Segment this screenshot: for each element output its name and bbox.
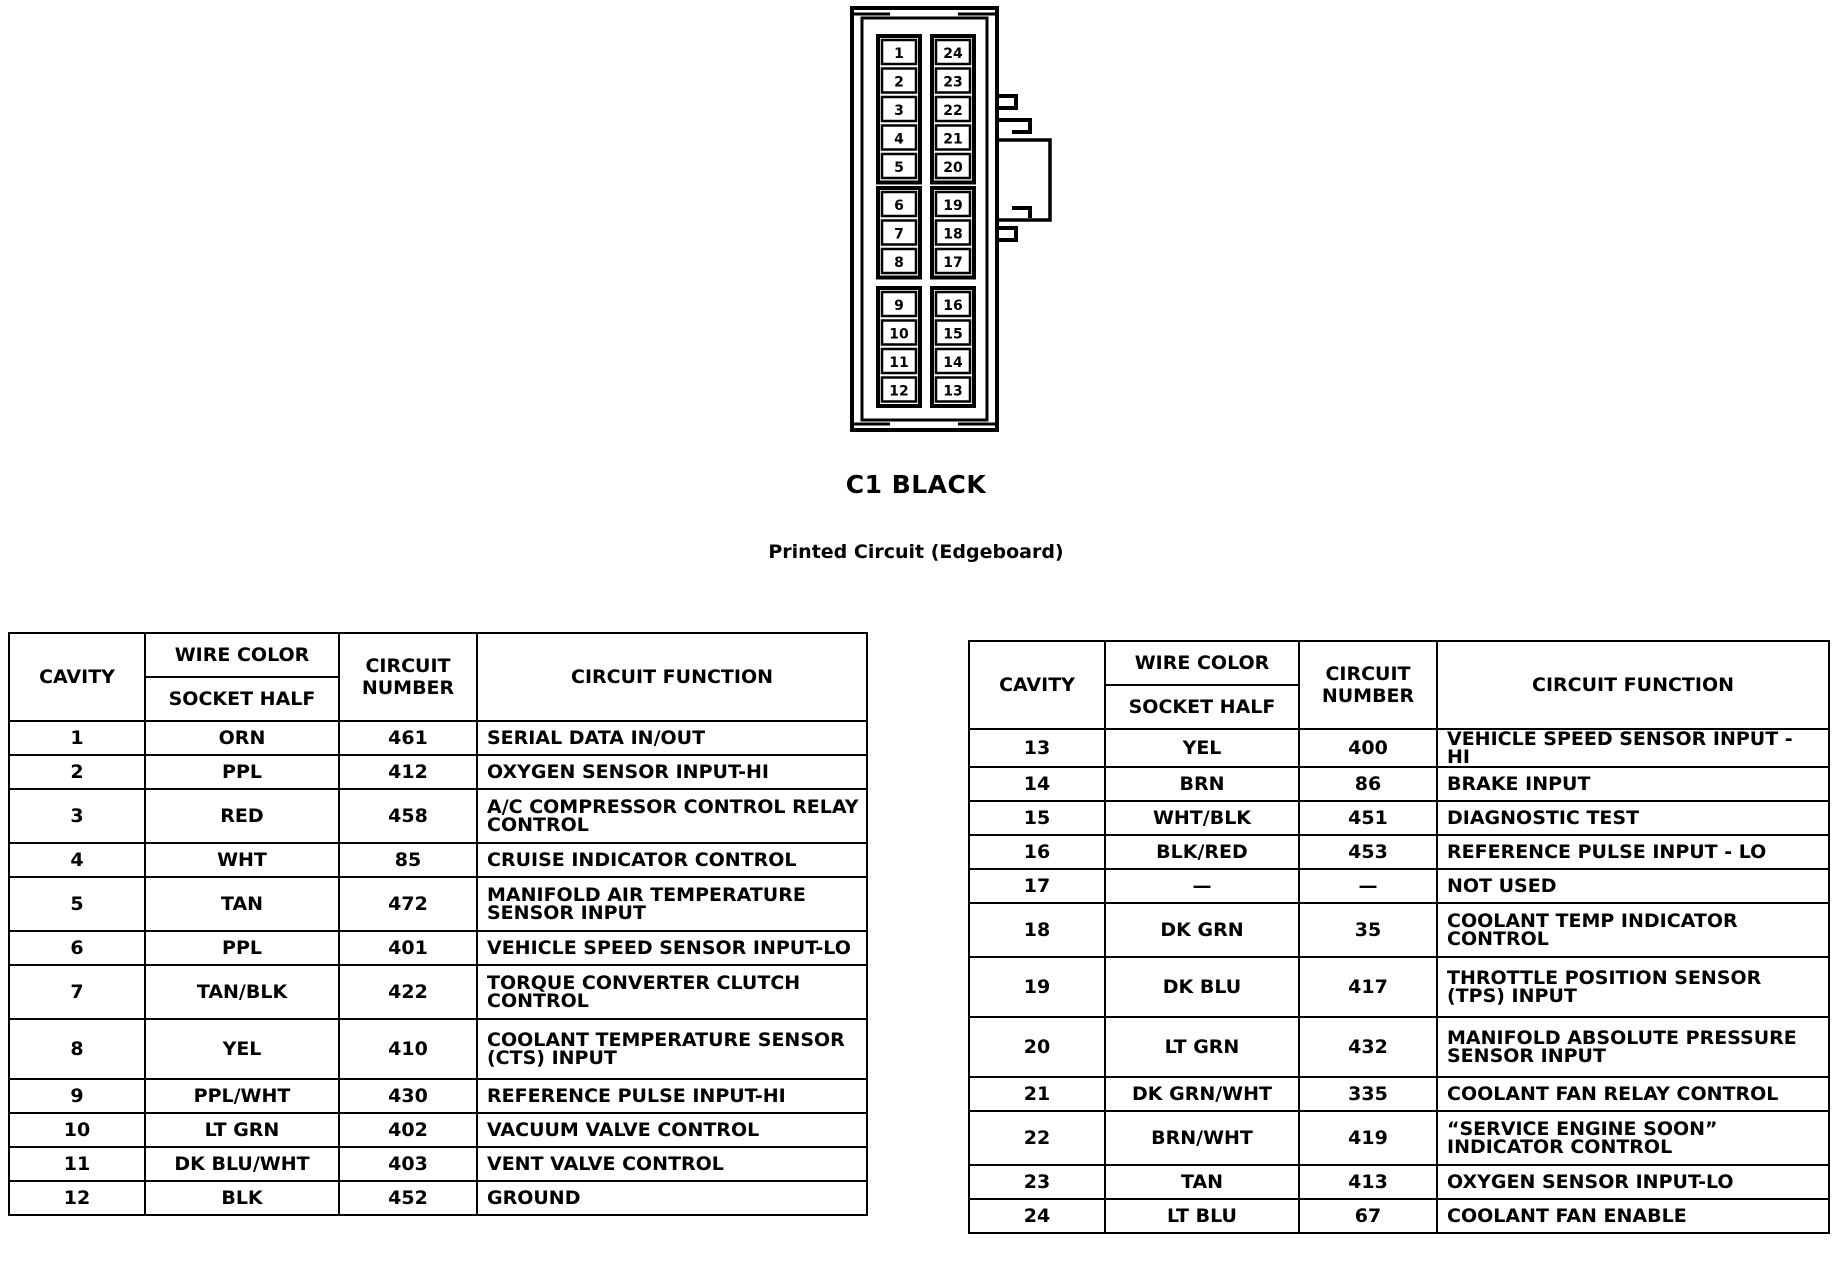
cell-circuit-number: 400 <box>1299 729 1437 767</box>
pin-number: 9 <box>894 298 904 314</box>
cell-wire-color: YEL <box>1105 729 1299 767</box>
table-row <box>9 931 867 965</box>
table-row <box>969 1077 1829 1111</box>
cell-cavity: 13 <box>969 729 1105 767</box>
cell-cavity: 24 <box>969 1199 1105 1233</box>
cell-wire-color: LT BLU <box>1105 1199 1299 1233</box>
table-body-right <box>969 729 1829 1233</box>
pin-number: 22 <box>943 103 963 119</box>
cell-cavity: 19 <box>969 957 1105 1017</box>
cell-wire-color: BLK/RED <box>1105 835 1299 869</box>
cell-circuit-function: TORQUE CONVERTER CLUTCH CONTROL <box>477 965 867 1019</box>
header-socket-half: SOCKET HALF <box>145 677 339 721</box>
cell-cavity: 1 <box>9 721 145 755</box>
cell-circuit-number: 422 <box>339 965 477 1019</box>
cell-cavity: 4 <box>9 843 145 877</box>
pinout-table-right <box>968 640 1830 1234</box>
cell-circuit-number: 419 <box>1299 1111 1437 1165</box>
cell-circuit-number: 451 <box>1299 801 1437 835</box>
cell-circuit-function: MANIFOLD ABSOLUTE PRESSURE SENSOR INPUT <box>1437 1017 1829 1077</box>
pin-number: 15 <box>943 326 963 343</box>
header-cavity: CAVITY <box>9 633 145 721</box>
cell-cavity: 8 <box>9 1019 145 1079</box>
pin-number: 21 <box>943 131 963 148</box>
cell-cavity: 2 <box>9 755 145 789</box>
cell-circuit-function: BRAKE INPUT <box>1437 767 1829 801</box>
cell-circuit-function: CRUISE INDICATOR CONTROL <box>477 843 867 877</box>
cell-circuit-function: COOLANT TEMP INDICATOR CONTROL <box>1437 903 1829 957</box>
cell-cavity: 20 <box>969 1017 1105 1077</box>
cell-wire-color: PPL/WHT <box>145 1079 339 1113</box>
cell-wire-color: TAN <box>145 877 339 931</box>
cell-circuit-function: OXYGEN SENSOR INPUT-LO <box>1437 1165 1829 1199</box>
header-circuit-line2: NUMBER <box>1321 685 1415 707</box>
connector-subtitle: Printed Circuit (Edgeboard) <box>768 541 1064 563</box>
header-cavity: CAVITY <box>969 641 1105 729</box>
header-circuit-number <box>1299 641 1437 729</box>
cell-cavity: 18 <box>969 903 1105 957</box>
pin-number: 11 <box>889 355 909 371</box>
cell-circuit-function: GROUND <box>477 1181 867 1215</box>
cell-circuit-function: VEHICLE SPEED SENSOR INPUT-LO <box>477 931 867 965</box>
cell-circuit-function: THROTTLE POSITION SENSOR (TPS) INPUT <box>1437 957 1829 1017</box>
cell-circuit-number: 472 <box>339 877 477 931</box>
table-row <box>9 877 867 931</box>
connector-latch <box>997 96 1016 108</box>
connector-title: C1 BLACK <box>845 470 987 499</box>
pinout-table-left <box>8 632 868 1216</box>
cell-wire-color: WHT/BLK <box>1105 801 1299 835</box>
table-row <box>969 835 1829 869</box>
cell-circuit-number: 413 <box>1299 1165 1437 1199</box>
cell-circuit-number: 35 <box>1299 903 1437 957</box>
cell-circuit-number: 401 <box>339 931 477 965</box>
cell-circuit-function: A/C COMPRESSOR CONTROL RELAY CONTROL <box>477 789 867 843</box>
pin-number: 14 <box>943 355 963 371</box>
cell-cavity: 17 <box>969 869 1105 903</box>
cell-circuit-number: 335 <box>1299 1077 1437 1111</box>
cell-circuit-number: 432 <box>1299 1017 1437 1077</box>
pin-number: 1 <box>894 46 904 62</box>
cell-cavity: 12 <box>9 1181 145 1215</box>
pin-number: 2 <box>894 74 904 91</box>
cell-wire-color: DK GRN <box>1105 903 1299 957</box>
cell-cavity: 15 <box>969 801 1105 835</box>
cell-wire-color: PPL <box>145 931 339 965</box>
cell-circuit-function: COOLANT TEMPERATURE SENSOR (CTS) INPUT <box>477 1019 867 1079</box>
cell-cavity: 22 <box>969 1111 1105 1165</box>
cell-circuit-number: 458 <box>339 789 477 843</box>
table-row <box>9 1147 867 1181</box>
header-wire-color: WIRE COLOR <box>1105 641 1299 685</box>
table-row <box>969 767 1829 801</box>
header-circuit-line2: NUMBER <box>361 677 455 699</box>
cell-cavity: 10 <box>9 1113 145 1147</box>
cell-wire-color: YEL <box>145 1019 339 1079</box>
pin-number: 17 <box>943 255 963 271</box>
cell-circuit-number: 410 <box>339 1019 477 1079</box>
cell-cavity: 9 <box>9 1079 145 1113</box>
cell-circuit-number: 412 <box>339 755 477 789</box>
cell-wire-color: — <box>1105 869 1299 903</box>
cell-wire-color: PPL <box>145 755 339 789</box>
cell-wire-color: BRN <box>1105 767 1299 801</box>
cell-circuit-function: NOT USED <box>1437 869 1829 903</box>
cell-wire-color: ORN <box>145 721 339 755</box>
pin-number: 16 <box>943 298 963 314</box>
table-row <box>9 789 867 843</box>
table-row <box>969 1111 1829 1165</box>
cell-cavity: 23 <box>969 1165 1105 1199</box>
table-row <box>969 801 1829 835</box>
cell-circuit-function: DIAGNOSTIC TEST <box>1437 801 1829 835</box>
cell-circuit-function: REFERENCE PULSE INPUT-HI <box>477 1079 867 1113</box>
table-row <box>969 869 1829 903</box>
cell-wire-color: TAN/BLK <box>145 965 339 1019</box>
pin-number: 10 <box>889 326 909 343</box>
pin-number: 20 <box>943 160 963 176</box>
pin-number: 12 <box>889 383 909 400</box>
header-socket-half: SOCKET HALF <box>1105 685 1299 729</box>
cell-circuit-function: COOLANT FAN ENABLE <box>1437 1199 1829 1233</box>
cell-wire-color: BLK <box>145 1181 339 1215</box>
table-row <box>9 843 867 877</box>
header-circuit-line1: CIRCUIT <box>1325 663 1411 685</box>
cell-cavity: 6 <box>9 931 145 965</box>
cell-circuit-number: 453 <box>1299 835 1437 869</box>
cell-cavity: 14 <box>969 767 1105 801</box>
cell-circuit-function: COOLANT FAN RELAY CONTROL <box>1437 1077 1829 1111</box>
cell-wire-color: DK GRN/WHT <box>1105 1077 1299 1111</box>
cell-circuit-function: VEHICLE SPEED SENSOR INPUT - HI <box>1437 729 1829 767</box>
cell-cavity: 3 <box>9 789 145 843</box>
pin-number: 24 <box>943 46 963 62</box>
cell-wire-color: TAN <box>1105 1165 1299 1199</box>
table-row <box>969 1165 1829 1199</box>
cell-circuit-function: VENT VALVE CONTROL <box>477 1147 867 1181</box>
cell-circuit-number: — <box>1299 869 1437 903</box>
cell-circuit-function: SERIAL DATA IN/OUT <box>477 721 867 755</box>
cell-cavity: 5 <box>9 877 145 931</box>
connector-diagram <box>0 0 1832 460</box>
cell-wire-color: DK BLU <box>1105 957 1299 1017</box>
cell-circuit-number: 86 <box>1299 767 1437 801</box>
table-row <box>9 1019 867 1079</box>
pin-number: 18 <box>943 226 963 243</box>
pin-layer <box>878 36 974 406</box>
table-row <box>9 1181 867 1215</box>
table-row <box>9 721 867 755</box>
pin-number: 5 <box>894 160 904 176</box>
table-row <box>9 755 867 789</box>
cell-cavity: 21 <box>969 1077 1105 1111</box>
pin-number: 7 <box>894 226 904 243</box>
cell-cavity: 11 <box>9 1147 145 1181</box>
cell-cavity: 16 <box>969 835 1105 869</box>
cell-circuit-number: 461 <box>339 721 477 755</box>
cell-wire-color: RED <box>145 789 339 843</box>
cell-wire-color: BRN/WHT <box>1105 1111 1299 1165</box>
cell-circuit-number: 417 <box>1299 957 1437 1017</box>
table-row <box>969 1199 1829 1233</box>
cell-circuit-number: 67 <box>1299 1199 1437 1233</box>
cell-circuit-number: 452 <box>339 1181 477 1215</box>
cell-circuit-function: REFERENCE PULSE INPUT - LO <box>1437 835 1829 869</box>
cell-circuit-number: 430 <box>339 1079 477 1113</box>
cell-circuit-function: VACUUM VALVE CONTROL <box>477 1113 867 1147</box>
cell-circuit-function: MANIFOLD AIR TEMPERATURE SENSOR INPUT <box>477 877 867 931</box>
cell-circuit-number: 403 <box>339 1147 477 1181</box>
cell-circuit-function: OXYGEN SENSOR INPUT-HI <box>477 755 867 789</box>
table-row <box>969 1017 1829 1077</box>
table-body-left <box>9 721 867 1215</box>
header-circuit-function: CIRCUIT FUNCTION <box>477 633 867 721</box>
cell-wire-color: WHT <box>145 843 339 877</box>
pin-number: 3 <box>894 103 904 119</box>
pin-number: 23 <box>943 74 963 91</box>
table-row <box>9 1079 867 1113</box>
table-row <box>969 903 1829 957</box>
pin-number: 6 <box>894 198 904 214</box>
cell-circuit-function: “SERVICE ENGINE SOON” INDICATOR CONTROL <box>1437 1111 1829 1165</box>
header-circuit-number <box>339 633 477 721</box>
pin-number: 4 <box>894 131 904 148</box>
pin-number: 19 <box>943 198 963 214</box>
cell-wire-color: LT GRN <box>1105 1017 1299 1077</box>
table-row <box>9 1113 867 1147</box>
pin-number: 8 <box>894 255 904 271</box>
cell-cavity: 7 <box>9 965 145 1019</box>
header-circuit-line1: CIRCUIT <box>365 655 451 677</box>
cell-wire-color: LT GRN <box>145 1113 339 1147</box>
table-row <box>969 729 1829 767</box>
cell-circuit-number: 402 <box>339 1113 477 1147</box>
header-wire-color: WIRE COLOR <box>145 633 339 677</box>
pin-number: 13 <box>943 383 963 400</box>
table-row <box>9 965 867 1019</box>
cell-circuit-number: 85 <box>339 843 477 877</box>
header-circuit-function: CIRCUIT FUNCTION <box>1437 641 1829 729</box>
table-row <box>969 957 1829 1017</box>
cell-wire-color: DK BLU/WHT <box>145 1147 339 1181</box>
